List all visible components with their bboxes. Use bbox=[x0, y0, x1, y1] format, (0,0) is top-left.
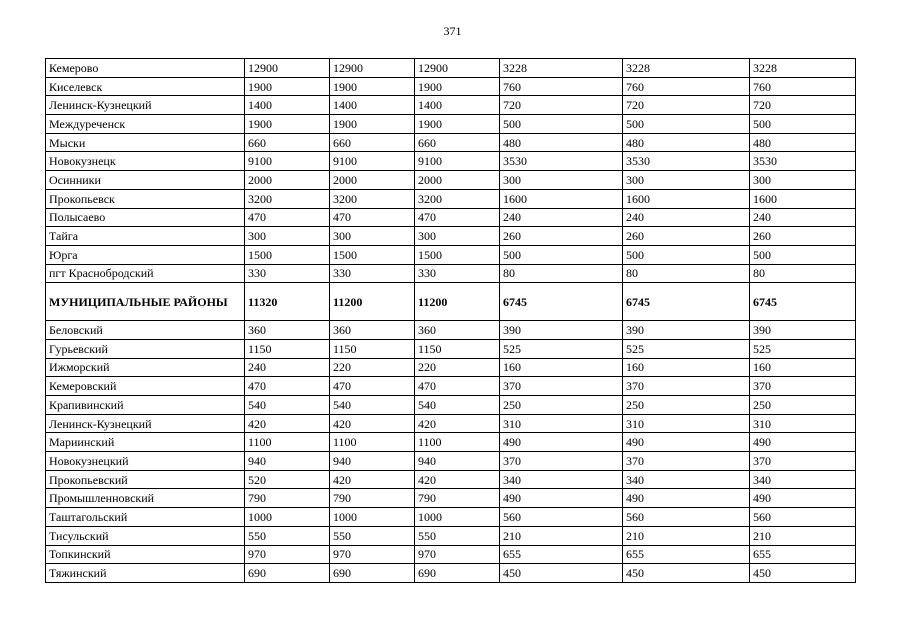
row-name-cell: Прокопьевский bbox=[46, 470, 245, 489]
value-cell: 450 bbox=[623, 564, 750, 583]
value-cell: 790 bbox=[245, 489, 330, 508]
table-row bbox=[46, 339, 856, 358]
value-cell: 2000 bbox=[245, 171, 330, 190]
table-row bbox=[46, 470, 856, 489]
value-cell: 540 bbox=[245, 396, 330, 415]
value-cell: 370 bbox=[623, 377, 750, 396]
value-cell: 220 bbox=[330, 358, 415, 377]
value-cell: 360 bbox=[245, 321, 330, 340]
value-cell: 11320 bbox=[245, 283, 330, 321]
value-cell: 1000 bbox=[245, 508, 330, 527]
value-cell: 760 bbox=[500, 77, 623, 96]
table-row bbox=[46, 59, 856, 78]
value-cell: 210 bbox=[750, 526, 856, 545]
value-cell: 690 bbox=[330, 564, 415, 583]
row-name-cell: Междуреченск bbox=[46, 115, 245, 134]
value-cell: 1900 bbox=[415, 115, 500, 134]
value-cell: 370 bbox=[750, 377, 856, 396]
value-cell: 470 bbox=[415, 377, 500, 396]
value-cell: 370 bbox=[750, 452, 856, 471]
value-cell: 420 bbox=[330, 414, 415, 433]
value-cell: 720 bbox=[750, 96, 856, 115]
value-cell: 1500 bbox=[245, 245, 330, 264]
value-cell: 660 bbox=[415, 133, 500, 152]
value-cell: 9100 bbox=[330, 152, 415, 171]
table-row bbox=[46, 321, 856, 340]
value-cell: 310 bbox=[623, 414, 750, 433]
value-cell: 300 bbox=[623, 171, 750, 190]
value-cell: 220 bbox=[415, 358, 500, 377]
value-cell: 1150 bbox=[415, 339, 500, 358]
value-cell: 490 bbox=[750, 489, 856, 508]
table-row bbox=[46, 489, 856, 508]
value-cell: 300 bbox=[330, 227, 415, 246]
value-cell: 330 bbox=[415, 264, 500, 283]
value-cell: 420 bbox=[245, 414, 330, 433]
value-cell: 1400 bbox=[330, 96, 415, 115]
table-row bbox=[46, 545, 856, 564]
value-cell: 80 bbox=[750, 264, 856, 283]
value-cell: 470 bbox=[330, 208, 415, 227]
value-cell: 310 bbox=[750, 414, 856, 433]
value-cell: 550 bbox=[415, 526, 500, 545]
value-cell: 970 bbox=[415, 545, 500, 564]
page-number: 371 bbox=[443, 24, 462, 38]
value-cell: 160 bbox=[623, 358, 750, 377]
row-name-cell: Топкинский bbox=[46, 545, 245, 564]
value-cell: 480 bbox=[623, 133, 750, 152]
row-name-cell: Тисульский bbox=[46, 526, 245, 545]
value-cell: 370 bbox=[500, 377, 623, 396]
value-cell: 12900 bbox=[330, 59, 415, 78]
row-name-cell: Ленинск-Кузнецкий bbox=[46, 96, 245, 115]
value-cell: 6745 bbox=[500, 283, 623, 321]
value-cell: 1900 bbox=[330, 77, 415, 96]
value-cell: 3200 bbox=[245, 189, 330, 208]
value-cell: 490 bbox=[623, 489, 750, 508]
value-cell: 490 bbox=[623, 433, 750, 452]
value-cell: 450 bbox=[750, 564, 856, 583]
table-row bbox=[46, 171, 856, 190]
value-cell: 940 bbox=[415, 452, 500, 471]
table-row bbox=[46, 96, 856, 115]
row-name-cell: Промышленновский bbox=[46, 489, 245, 508]
value-cell: 490 bbox=[500, 433, 623, 452]
row-name-cell: Ижморский bbox=[46, 358, 245, 377]
row-name-cell: Кемеровский bbox=[46, 377, 245, 396]
value-cell: 3228 bbox=[750, 59, 856, 78]
value-cell: 490 bbox=[500, 489, 623, 508]
row-name-cell: Мариинский bbox=[46, 433, 245, 452]
value-cell: 3530 bbox=[750, 152, 856, 171]
row-name-cell: Новокузнецк bbox=[46, 152, 245, 171]
value-cell: 1100 bbox=[415, 433, 500, 452]
value-cell: 525 bbox=[500, 339, 623, 358]
value-cell: 340 bbox=[750, 470, 856, 489]
row-name-cell: Киселевск bbox=[46, 77, 245, 96]
value-cell: 360 bbox=[330, 321, 415, 340]
table-row bbox=[46, 452, 856, 471]
value-cell: 210 bbox=[500, 526, 623, 545]
value-cell: 450 bbox=[500, 564, 623, 583]
table-row bbox=[46, 508, 856, 527]
value-cell: 1600 bbox=[623, 189, 750, 208]
value-cell: 480 bbox=[750, 133, 856, 152]
value-cell: 6745 bbox=[623, 283, 750, 321]
value-cell: 240 bbox=[245, 358, 330, 377]
value-cell: 390 bbox=[623, 321, 750, 340]
table-row bbox=[46, 245, 856, 264]
value-cell: 1100 bbox=[245, 433, 330, 452]
value-cell: 340 bbox=[500, 470, 623, 489]
value-cell: 690 bbox=[245, 564, 330, 583]
table-row bbox=[46, 526, 856, 545]
value-cell: 1400 bbox=[245, 96, 330, 115]
value-cell: 470 bbox=[245, 377, 330, 396]
row-name-cell: Кемерово bbox=[46, 59, 245, 78]
value-cell: 300 bbox=[750, 171, 856, 190]
value-cell: 3530 bbox=[623, 152, 750, 171]
table-row bbox=[46, 152, 856, 171]
value-cell: 300 bbox=[500, 171, 623, 190]
value-cell: 1000 bbox=[330, 508, 415, 527]
value-cell: 480 bbox=[500, 133, 623, 152]
value-cell: 1600 bbox=[500, 189, 623, 208]
table-row bbox=[46, 77, 856, 96]
value-cell: 6745 bbox=[750, 283, 856, 321]
value-cell: 1000 bbox=[415, 508, 500, 527]
table-body bbox=[46, 59, 856, 583]
value-cell: 500 bbox=[623, 115, 750, 134]
value-cell: 470 bbox=[330, 377, 415, 396]
row-name-cell: Прокопьевск bbox=[46, 189, 245, 208]
row-name-cell: Ленинск-Кузнецкий bbox=[46, 414, 245, 433]
value-cell: 11200 bbox=[415, 283, 500, 321]
value-cell: 970 bbox=[330, 545, 415, 564]
value-cell: 9100 bbox=[415, 152, 500, 171]
value-cell: 525 bbox=[750, 339, 856, 358]
row-name-cell: Мыски bbox=[46, 133, 245, 152]
table-row bbox=[46, 189, 856, 208]
value-cell: 250 bbox=[623, 396, 750, 415]
value-cell: 940 bbox=[245, 452, 330, 471]
value-cell: 300 bbox=[415, 227, 500, 246]
row-name-cell: Тяжинский bbox=[46, 564, 245, 583]
value-cell: 360 bbox=[415, 321, 500, 340]
value-cell: 330 bbox=[330, 264, 415, 283]
row-name-cell: Новокузнецкий bbox=[46, 452, 245, 471]
row-name-cell: Полысаево bbox=[46, 208, 245, 227]
row-name-cell: МУНИЦИПАЛЬНЫЕ РАЙОНЫ bbox=[46, 283, 245, 321]
value-cell: 240 bbox=[623, 208, 750, 227]
table-row bbox=[46, 208, 856, 227]
table-row bbox=[46, 227, 856, 246]
value-cell: 540 bbox=[330, 396, 415, 415]
value-cell: 790 bbox=[330, 489, 415, 508]
value-cell: 500 bbox=[750, 245, 856, 264]
value-cell: 720 bbox=[500, 96, 623, 115]
value-cell: 500 bbox=[500, 115, 623, 134]
table-row bbox=[46, 414, 856, 433]
value-cell: 760 bbox=[750, 77, 856, 96]
value-cell: 390 bbox=[500, 321, 623, 340]
value-cell: 560 bbox=[750, 508, 856, 527]
value-cell: 3228 bbox=[623, 59, 750, 78]
value-cell: 660 bbox=[330, 133, 415, 152]
value-cell: 420 bbox=[415, 470, 500, 489]
value-cell: 1900 bbox=[415, 77, 500, 96]
value-cell: 260 bbox=[750, 227, 856, 246]
value-cell: 2000 bbox=[415, 171, 500, 190]
value-cell: 500 bbox=[623, 245, 750, 264]
table-row bbox=[46, 377, 856, 396]
value-cell: 9100 bbox=[245, 152, 330, 171]
value-cell: 970 bbox=[245, 545, 330, 564]
table-row bbox=[46, 264, 856, 283]
value-cell: 1600 bbox=[750, 189, 856, 208]
value-cell: 790 bbox=[415, 489, 500, 508]
value-cell: 540 bbox=[415, 396, 500, 415]
value-cell: 470 bbox=[245, 208, 330, 227]
row-name-cell: Осинники bbox=[46, 171, 245, 190]
value-cell: 250 bbox=[500, 396, 623, 415]
table-row bbox=[46, 564, 856, 583]
value-cell: 560 bbox=[623, 508, 750, 527]
value-cell: 3200 bbox=[415, 189, 500, 208]
table-row bbox=[46, 396, 856, 415]
value-cell: 690 bbox=[415, 564, 500, 583]
value-cell: 3530 bbox=[500, 152, 623, 171]
value-cell: 1500 bbox=[330, 245, 415, 264]
value-cell: 490 bbox=[750, 433, 856, 452]
value-cell: 720 bbox=[623, 96, 750, 115]
value-cell: 160 bbox=[500, 358, 623, 377]
value-cell: 550 bbox=[245, 526, 330, 545]
row-name-cell: пгт Краснобродский bbox=[46, 264, 245, 283]
table-row bbox=[46, 115, 856, 134]
value-cell: 420 bbox=[415, 414, 500, 433]
value-cell: 1500 bbox=[415, 245, 500, 264]
value-cell: 240 bbox=[500, 208, 623, 227]
value-cell: 310 bbox=[500, 414, 623, 433]
value-cell: 525 bbox=[623, 339, 750, 358]
row-name-cell: Крапивинский bbox=[46, 396, 245, 415]
value-cell: 3200 bbox=[330, 189, 415, 208]
value-cell: 250 bbox=[750, 396, 856, 415]
value-cell: 1400 bbox=[415, 96, 500, 115]
row-name-cell: Тайга bbox=[46, 227, 245, 246]
value-cell: 2000 bbox=[330, 171, 415, 190]
row-name-cell: Таштагольский bbox=[46, 508, 245, 527]
value-cell: 210 bbox=[623, 526, 750, 545]
value-cell: 330 bbox=[245, 264, 330, 283]
value-cell: 940 bbox=[330, 452, 415, 471]
value-cell: 500 bbox=[750, 115, 856, 134]
row-name-cell: Беловский bbox=[46, 321, 245, 340]
value-cell: 11200 bbox=[330, 283, 415, 321]
value-cell: 1900 bbox=[245, 115, 330, 134]
value-cell: 655 bbox=[750, 545, 856, 564]
table-row bbox=[46, 358, 856, 377]
value-cell: 1900 bbox=[245, 77, 330, 96]
table-row bbox=[46, 433, 856, 452]
table-group-row bbox=[46, 283, 856, 321]
value-cell: 80 bbox=[500, 264, 623, 283]
row-name-cell: Юрга bbox=[46, 245, 245, 264]
value-cell: 390 bbox=[750, 321, 856, 340]
value-cell: 370 bbox=[623, 452, 750, 471]
value-cell: 300 bbox=[245, 227, 330, 246]
value-cell: 340 bbox=[623, 470, 750, 489]
value-cell: 160 bbox=[750, 358, 856, 377]
data-table bbox=[45, 58, 856, 583]
value-cell: 1150 bbox=[330, 339, 415, 358]
value-cell: 420 bbox=[330, 470, 415, 489]
value-cell: 12900 bbox=[415, 59, 500, 78]
value-cell: 12900 bbox=[245, 59, 330, 78]
value-cell: 560 bbox=[500, 508, 623, 527]
value-cell: 1900 bbox=[330, 115, 415, 134]
value-cell: 655 bbox=[623, 545, 750, 564]
value-cell: 660 bbox=[245, 133, 330, 152]
value-cell: 1100 bbox=[330, 433, 415, 452]
value-cell: 760 bbox=[623, 77, 750, 96]
value-cell: 550 bbox=[330, 526, 415, 545]
value-cell: 3228 bbox=[500, 59, 623, 78]
value-cell: 470 bbox=[415, 208, 500, 227]
value-cell: 80 bbox=[623, 264, 750, 283]
table-row bbox=[46, 133, 856, 152]
value-cell: 520 bbox=[245, 470, 330, 489]
value-cell: 260 bbox=[500, 227, 623, 246]
value-cell: 370 bbox=[500, 452, 623, 471]
value-cell: 260 bbox=[623, 227, 750, 246]
value-cell: 240 bbox=[750, 208, 856, 227]
value-cell: 500 bbox=[500, 245, 623, 264]
value-cell: 655 bbox=[500, 545, 623, 564]
value-cell: 1150 bbox=[245, 339, 330, 358]
row-name-cell: Гурьевский bbox=[46, 339, 245, 358]
